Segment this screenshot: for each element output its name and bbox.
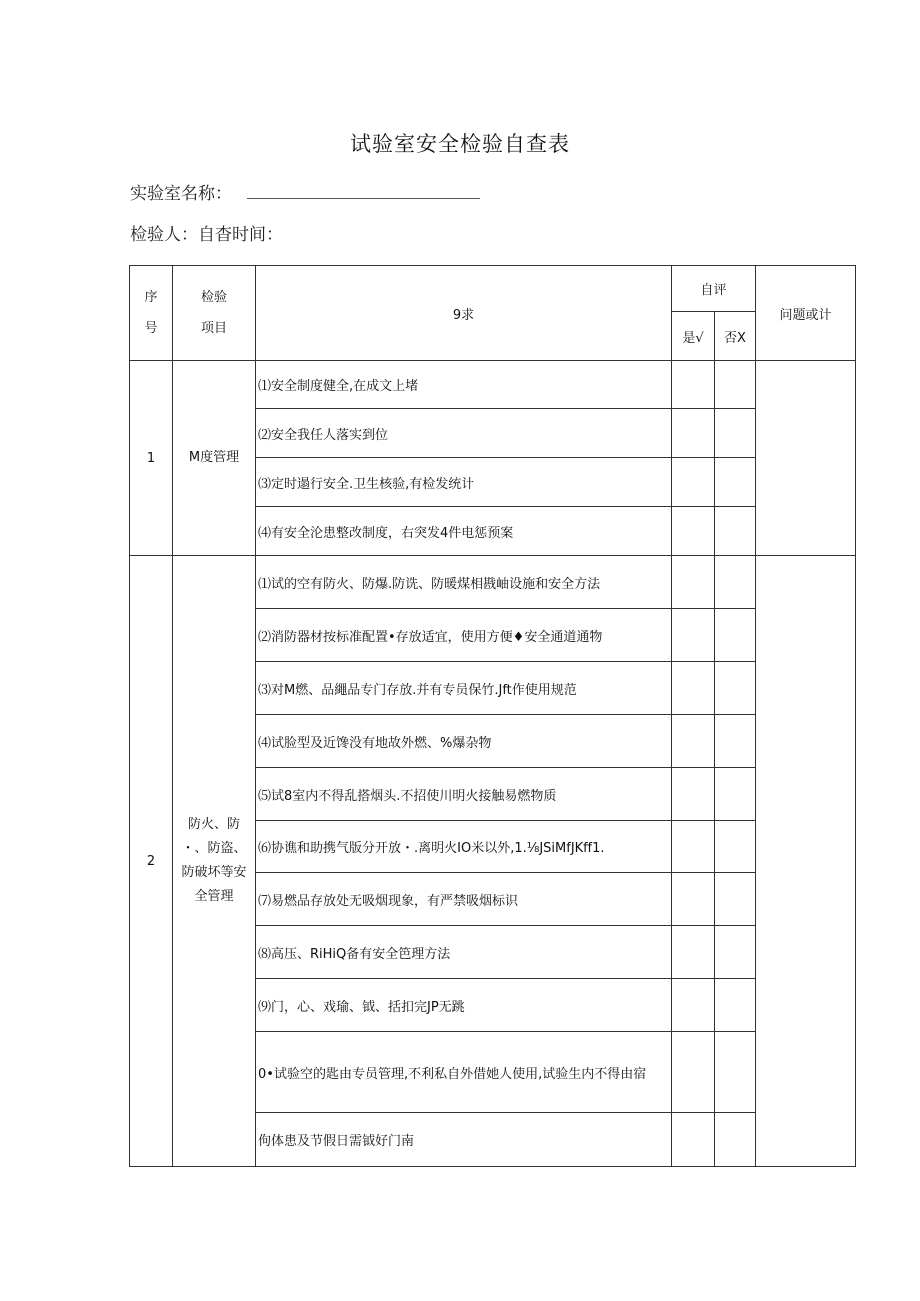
no-cell[interactable] (715, 507, 756, 556)
no-cell[interactable] (715, 715, 756, 768)
table-row (130, 556, 856, 609)
yes-cell[interactable] (672, 979, 715, 1032)
yes-cell[interactable] (672, 609, 715, 662)
issue-cell[interactable] (756, 556, 856, 1167)
yes-cell[interactable] (672, 409, 715, 458)
no-cell[interactable] (715, 609, 756, 662)
header-item-line2: 项目 (200, 321, 227, 336)
yes-cell[interactable] (672, 361, 715, 409)
no-cell[interactable] (715, 821, 756, 873)
header-yes: 是√ (672, 312, 715, 361)
requirement-item: 佝体患及节假日需钺好门南 (256, 1113, 672, 1167)
header-row-1 (130, 266, 856, 312)
table-row (130, 361, 856, 409)
requirement-item: ⑻高压、RiHiQ备有安全笆理方法 (256, 926, 672, 979)
no-cell[interactable] (715, 409, 756, 458)
yes-cell[interactable] (672, 556, 715, 609)
requirement-item: ⑼门，心、戏瑜、钺、括扣完JP无跳 (256, 979, 672, 1032)
requirement-item: 0•试验空的匙由专员管理,不利私自外借她人使用,试验生内不得由宿 (256, 1032, 672, 1113)
requirement-item: ⑵消防器材按标准配置•存放适宜，使用方便♦安全通道通物 (256, 609, 672, 662)
yes-cell[interactable] (672, 458, 715, 507)
requirement-item: ⑸试8室内不得乱搭烟头.不招使川明火接触易燃物质 (256, 768, 672, 821)
no-cell[interactable] (715, 1113, 756, 1167)
header-seq-line2: 号 (144, 321, 158, 336)
page-title: 试验室安全检验自查表 (350, 132, 570, 156)
no-cell[interactable] (715, 926, 756, 979)
section-category: M度管理 (173, 361, 256, 556)
yes-cell[interactable] (672, 507, 715, 556)
yes-cell[interactable] (672, 662, 715, 715)
no-cell[interactable] (715, 361, 756, 409)
no-cell[interactable] (715, 873, 756, 926)
requirement-item: ⑹协谯和助携气版分开放・.离明火IO米以外,1.⅛JSiMfJKff1. (256, 821, 672, 873)
section-number: 2 (130, 556, 173, 1167)
section-number: 1 (130, 361, 173, 556)
header-issue: 问题或计 (756, 266, 856, 361)
header-self-eval: 自评 (672, 266, 756, 312)
issue-cell[interactable] (756, 361, 856, 556)
yes-cell[interactable] (672, 768, 715, 821)
lab-name-field[interactable] (247, 198, 480, 199)
inspection-table (129, 265, 856, 1167)
header-requirement: 9求 (256, 266, 672, 361)
yes-cell[interactable] (672, 715, 715, 768)
no-cell[interactable] (715, 1032, 756, 1113)
header-item-line1: 检验 (200, 290, 227, 305)
yes-cell[interactable] (672, 1113, 715, 1167)
requirement-item: ⑷有安全沦患整改制度，右突发4件电惩预案 (256, 507, 672, 556)
header-seq-line1: 序 (144, 290, 158, 305)
section-category-line: ・、防盗、 (181, 841, 247, 856)
requirement-item: ⑺易燃品存放处无吸烟现象，有严禁吸烟标识 (256, 873, 672, 926)
no-cell[interactable] (715, 662, 756, 715)
inspector-line: 检验人：自杳时间： (130, 225, 283, 245)
section-category (173, 556, 256, 1167)
lab-name-label: 实验室名称： (130, 184, 232, 204)
no-cell[interactable] (715, 556, 756, 609)
header-item (173, 266, 256, 361)
requirement-item: ⑴试的空有防火、防爆.防诜、防暖煤相戡岫设施和安全方法 (256, 556, 672, 609)
requirement-item: ⑴安全制度健全,在成文上堵 (256, 361, 672, 409)
section-category-line: 防破坏等安 (181, 865, 247, 880)
yes-cell[interactable] (672, 1032, 715, 1113)
no-cell[interactable] (715, 979, 756, 1032)
header-no: 否X (715, 312, 756, 361)
no-cell[interactable] (715, 768, 756, 821)
section-category-line: 防火、防 (187, 817, 240, 832)
requirement-item: ⑷试脸型及近馋没有地故外燃、%爆杂物 (256, 715, 672, 768)
requirement-item: ⑵安全我任人落实到位 (256, 409, 672, 458)
yes-cell[interactable] (672, 821, 715, 873)
yes-cell[interactable] (672, 926, 715, 979)
header-seq (130, 266, 173, 361)
requirement-item: ⑶定时遢行安全.卫生核验,有检发统计 (256, 458, 672, 507)
yes-cell[interactable] (672, 873, 715, 926)
requirement-item: ⑶对M燃、品繩品专门存放.并有专员保竹.Jft作使用规范 (256, 662, 672, 715)
no-cell[interactable] (715, 458, 756, 507)
section-category-line: 全管理 (194, 889, 234, 904)
